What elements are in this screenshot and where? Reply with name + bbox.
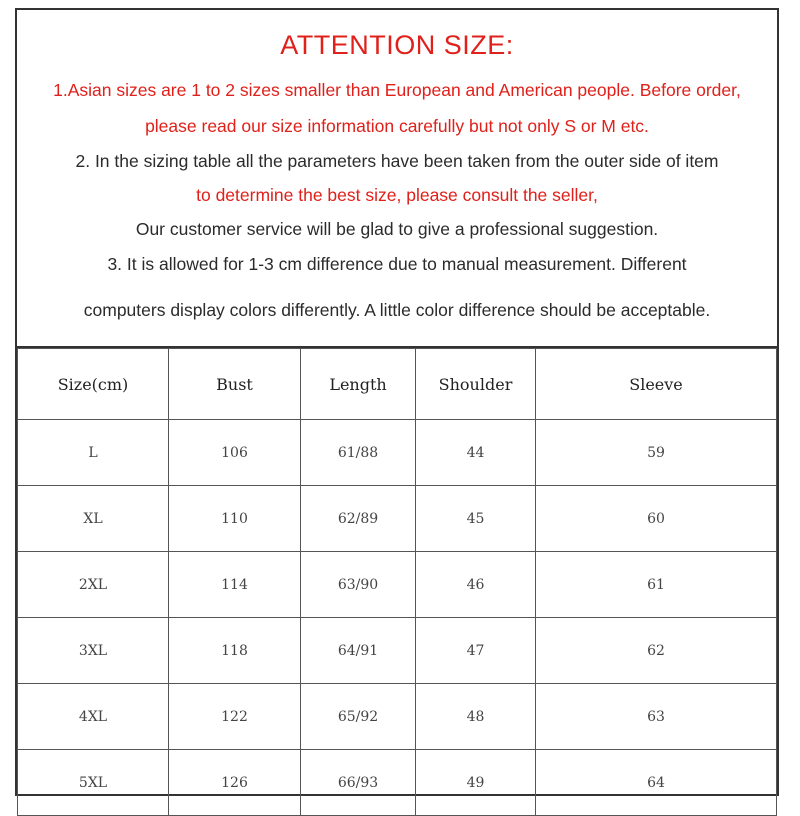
attention-notice — [17, 10, 777, 348]
table-header-row — [18, 349, 777, 420]
cell-bust: 118 — [169, 618, 301, 684]
cell-shoulder: 49 — [416, 750, 536, 816]
cell-size: 5XL — [18, 750, 169, 816]
cell-bust: 110 — [169, 486, 301, 552]
cell-bust: 114 — [169, 552, 301, 618]
cell-length: 61/88 — [301, 420, 416, 486]
cell-sleeve: 60 — [536, 486, 777, 552]
header-bust: Bust — [169, 349, 301, 420]
header-size: Size(cm) — [18, 349, 169, 420]
table-row — [18, 750, 777, 816]
cell-size: 2XL — [18, 552, 169, 618]
cell-sleeve: 63 — [536, 684, 777, 750]
cell-bust: 106 — [169, 420, 301, 486]
cell-length: 66/93 — [301, 750, 416, 816]
cell-shoulder: 46 — [416, 552, 536, 618]
notice-title: ATTENTION SIZE: — [280, 30, 514, 60]
header-sleeve: Sleeve — [536, 349, 777, 420]
cell-shoulder: 47 — [416, 618, 536, 684]
table-row — [18, 618, 777, 684]
notice-line-2: please read our size information carefully but not only S or M etc. — [145, 116, 649, 136]
cell-sleeve: 62 — [536, 618, 777, 684]
header-length: Length — [301, 349, 416, 420]
table-row — [18, 420, 777, 486]
notice-line-6: 3. It is allowed for 1-3 cm difference due to manual measurement. Different — [107, 254, 687, 274]
cell-sleeve: 61 — [536, 552, 777, 618]
notice-line-4: to determine the best size, please consult the seller, — [196, 185, 598, 205]
notice-line-7: computers display colors differently. A little color difference should be acceptable. — [83, 300, 711, 320]
cell-size: 3XL — [18, 618, 169, 684]
cell-size: L — [18, 420, 169, 486]
cell-length: 63/90 — [301, 552, 416, 618]
table-row — [18, 552, 777, 618]
size-table — [17, 348, 777, 816]
cell-size: 4XL — [18, 684, 169, 750]
size-guide-frame — [15, 8, 779, 796]
cell-length: 62/89 — [301, 486, 416, 552]
cell-size: XL — [18, 486, 169, 552]
table-row — [18, 486, 777, 552]
cell-sleeve: 64 — [536, 750, 777, 816]
cell-shoulder: 48 — [416, 684, 536, 750]
header-shoulder: Shoulder — [416, 349, 536, 420]
cell-shoulder: 44 — [416, 420, 536, 486]
notice-line-1: 1.Asian sizes are 1 to 2 sizes smaller than European and American people. Before order, — [53, 80, 741, 100]
cell-bust: 126 — [169, 750, 301, 816]
cell-length: 64/91 — [301, 618, 416, 684]
table-row — [18, 684, 777, 750]
notice-line-3: 2. In the sizing table all the parameters have been taken from the outer side of item — [75, 151, 719, 171]
notice-line-5: Our customer service will be glad to give a professional suggestion. — [135, 219, 659, 239]
cell-shoulder: 45 — [416, 486, 536, 552]
cell-length: 65/92 — [301, 684, 416, 750]
cell-bust: 122 — [169, 684, 301, 750]
cell-sleeve: 59 — [536, 420, 777, 486]
